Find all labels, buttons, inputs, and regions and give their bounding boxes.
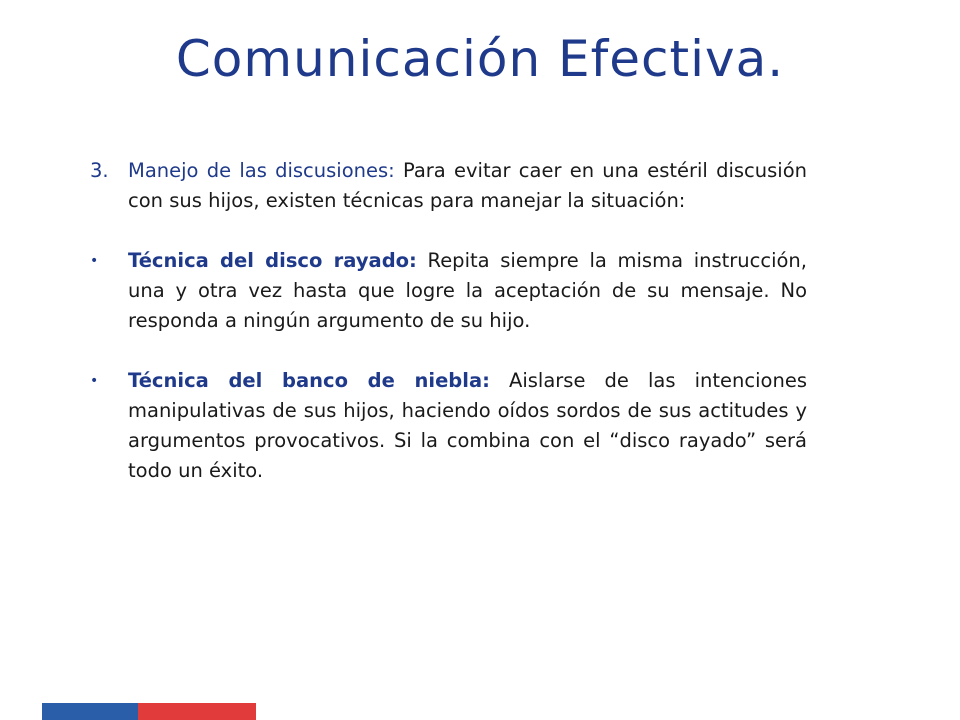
- list-item-numbered: [90, 156, 807, 216]
- slide-content: [90, 156, 807, 516]
- list-item-body: [128, 246, 807, 336]
- slide-title: Comunicación Efectiva.: [175, 30, 785, 88]
- list-item-text: Aislarse de las intenciones manipulativas de sus hijos, haciendo oídos sordos de sus actitudes y argumentos provocativos. Si la combina con el “disco rayado” será todo un éxito.: [128, 369, 807, 482]
- footer-bar-blue: [42, 703, 138, 720]
- list-item-lead: Manejo de las discusiones:: [128, 159, 395, 182]
- list-item-bullet: [90, 246, 807, 336]
- list-item-body: [128, 366, 807, 486]
- footer-color-bar: [42, 703, 256, 720]
- list-item-lead: Técnica del banco de niebla:: [128, 369, 490, 392]
- list-item-text: Para evitar caer en una estéril discusión con sus hijos, existen técnicas para manejar la situación:: [128, 159, 807, 212]
- bullet-icon: •: [90, 253, 99, 269]
- list-item-lead: Técnica del disco rayado:: [128, 249, 417, 272]
- list-number: 3.: [90, 159, 109, 182]
- footer-bar-red: [138, 703, 256, 720]
- list-item-body: [128, 156, 807, 216]
- bullet-icon: •: [90, 373, 99, 389]
- list-item-text: Repita siempre la misma instrucción, una y otra vez hasta que logre la aceptación de su mensaje. No responda a ningún argumento de su hijo.: [128, 249, 807, 332]
- list-item-bullet: [90, 366, 807, 486]
